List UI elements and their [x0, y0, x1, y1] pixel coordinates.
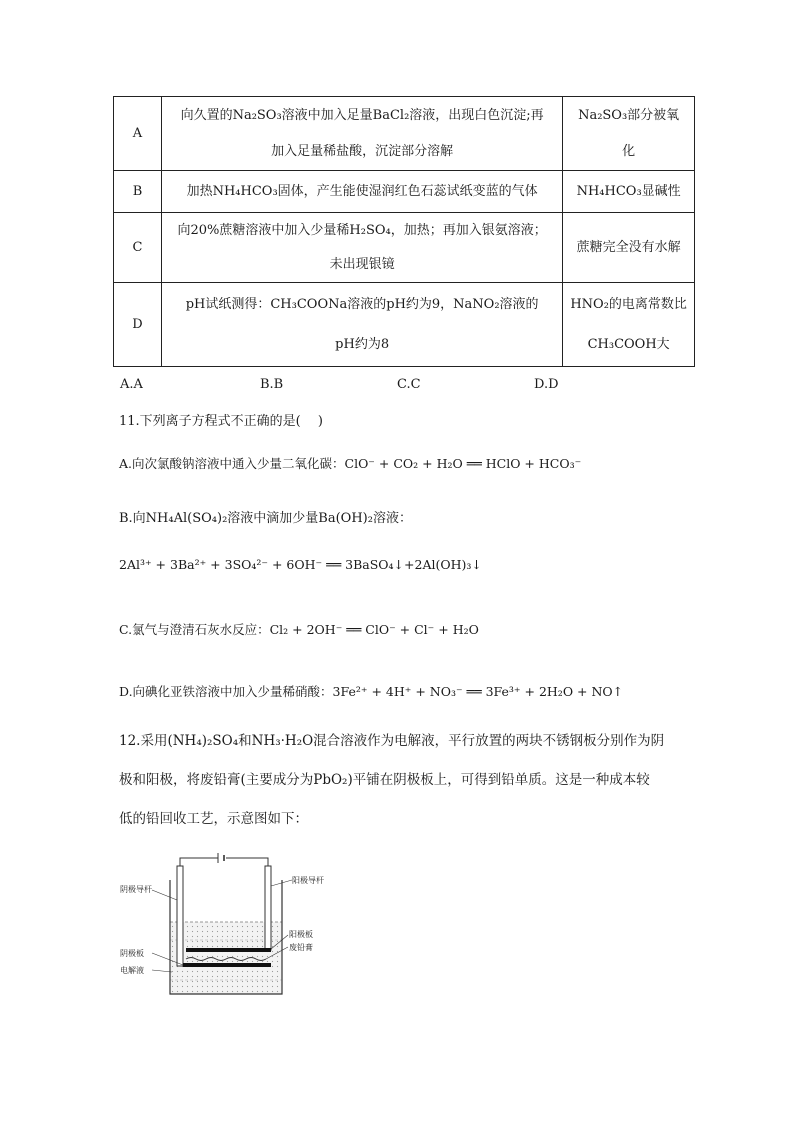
- table-row: [114, 171, 695, 213]
- conclusion-cell: [563, 283, 695, 367]
- conclusion-cell: [563, 213, 695, 283]
- q10-option-c[interactable]: C.C: [397, 377, 421, 392]
- table-row: [114, 97, 695, 171]
- conclusion-line: 化: [622, 143, 636, 159]
- option-label: A: [114, 97, 162, 171]
- q12-text: [119, 722, 699, 839]
- operation-line: 未出现银镜: [329, 256, 395, 272]
- cathode-rod-label: 阴极导杆: [120, 885, 152, 894]
- conclusion-cell: [563, 171, 695, 213]
- cathode-plate: [183, 963, 271, 967]
- cathode-plate-label: 阴极板: [120, 949, 144, 958]
- cathode-rod: [177, 866, 183, 966]
- conclusion-line: HNO₂的电离常数比: [570, 296, 687, 312]
- q11-option-c[interactable]: C.氯气与澄清石灰水反应：Cl₂ + 2OH⁻ ══ ClO⁻ + Cl⁻ + H₂O: [119, 622, 479, 637]
- waste-paste-label: 废铅膏: [289, 943, 313, 952]
- conclusion-cell: [563, 97, 695, 171]
- operation-line: 加入足量稀盐酸，沉淀部分溶解: [271, 143, 454, 159]
- conclusion-line: Na₂SO₃部分被氧: [578, 107, 680, 123]
- option-label: B: [114, 171, 162, 213]
- option-label: C: [114, 213, 162, 283]
- electrolyte-label: 电解液: [120, 966, 144, 975]
- q11-stem: 11.下列离子方程式不正确的是( ): [119, 414, 323, 429]
- option-label: D: [114, 283, 162, 367]
- operation-cell: [161, 283, 562, 367]
- q11-option-b[interactable]: B.向NH₄Al(SO₄)₂溶液中滴加少量Ba(OH)₂溶液：: [119, 511, 412, 526]
- anode-rod-label: 阳极导杆: [292, 876, 324, 885]
- conclusion-line: NH₄HCO₃显碱性: [576, 183, 681, 199]
- anode-plate: [186, 948, 271, 952]
- electrolysis-diagram: [116, 840, 332, 1000]
- operation-cell: [161, 97, 562, 171]
- q11-option-a[interactable]: A.向次氯酸钠溶液中通入少量二氧化碳：ClO⁻ + CO₂ + H₂O ══ HClO + HCO₃⁻: [119, 456, 582, 471]
- q10-option-d[interactable]: D.D: [534, 377, 559, 392]
- operation-cell: [161, 213, 562, 283]
- operation-line: 向20%蔗糖溶液中加入少量稀H₂SO₄，加热；再加入银氨溶液；: [177, 222, 547, 238]
- experiment-table: [113, 96, 695, 367]
- operation-line: 加热NH₄HCO₃固体，产生能使湿润红色石蕊试纸变蓝的气体: [186, 183, 538, 199]
- operation-line: pH试纸测得：CH₃COONa溶液的pH约为9，NaNO₂溶液的: [185, 296, 539, 312]
- operation-line: pH约为8: [335, 336, 390, 352]
- anode-rod: [265, 866, 271, 950]
- q11-option-b-equation: 2Al³⁺ + 3Ba²⁺ + 3SO₄²⁻ + 6OH⁻ ══ 3BaSO₄↓+2Al(OH)₃↓: [119, 557, 482, 572]
- table-row: [114, 283, 695, 367]
- operation-cell: [161, 171, 562, 213]
- operation-line: 向久置的Na₂SO₃溶液中加入足量BaCl₂溶液，出现白色沉淀;再: [180, 107, 544, 123]
- q10-options: [120, 377, 680, 395]
- q12-line: 极和阳极，将废铅膏(主要成分为PbO₂)平铺在阴极板上，可得到铅单质。这是一种成本较: [119, 772, 650, 788]
- q10-option-a[interactable]: A.A: [120, 377, 143, 392]
- table-row: [114, 213, 695, 283]
- q12-line: 12.采用(NH₄)₂SO₄和NH₃·H₂O混合溶液作为电解液，平行放置的两块不锈钢板分别作为阴: [119, 733, 665, 749]
- anode-plate-label: 阳极板: [289, 930, 313, 939]
- conclusion-line: CH₃COOH大: [587, 336, 670, 352]
- q10-option-b[interactable]: B.B: [260, 377, 284, 392]
- q11-option-d[interactable]: D.向碘化亚铁溶液中加入少量稀硝酸：3Fe²⁺ + 4H⁺ + NO₃⁻ ══ 3Fe³⁺ + 2H₂O + NO↑: [119, 684, 624, 699]
- q12-line: 低的铅回收工艺，示意图如下：: [119, 811, 308, 827]
- conclusion-line: 蔗糖完全没有水解: [576, 239, 681, 255]
